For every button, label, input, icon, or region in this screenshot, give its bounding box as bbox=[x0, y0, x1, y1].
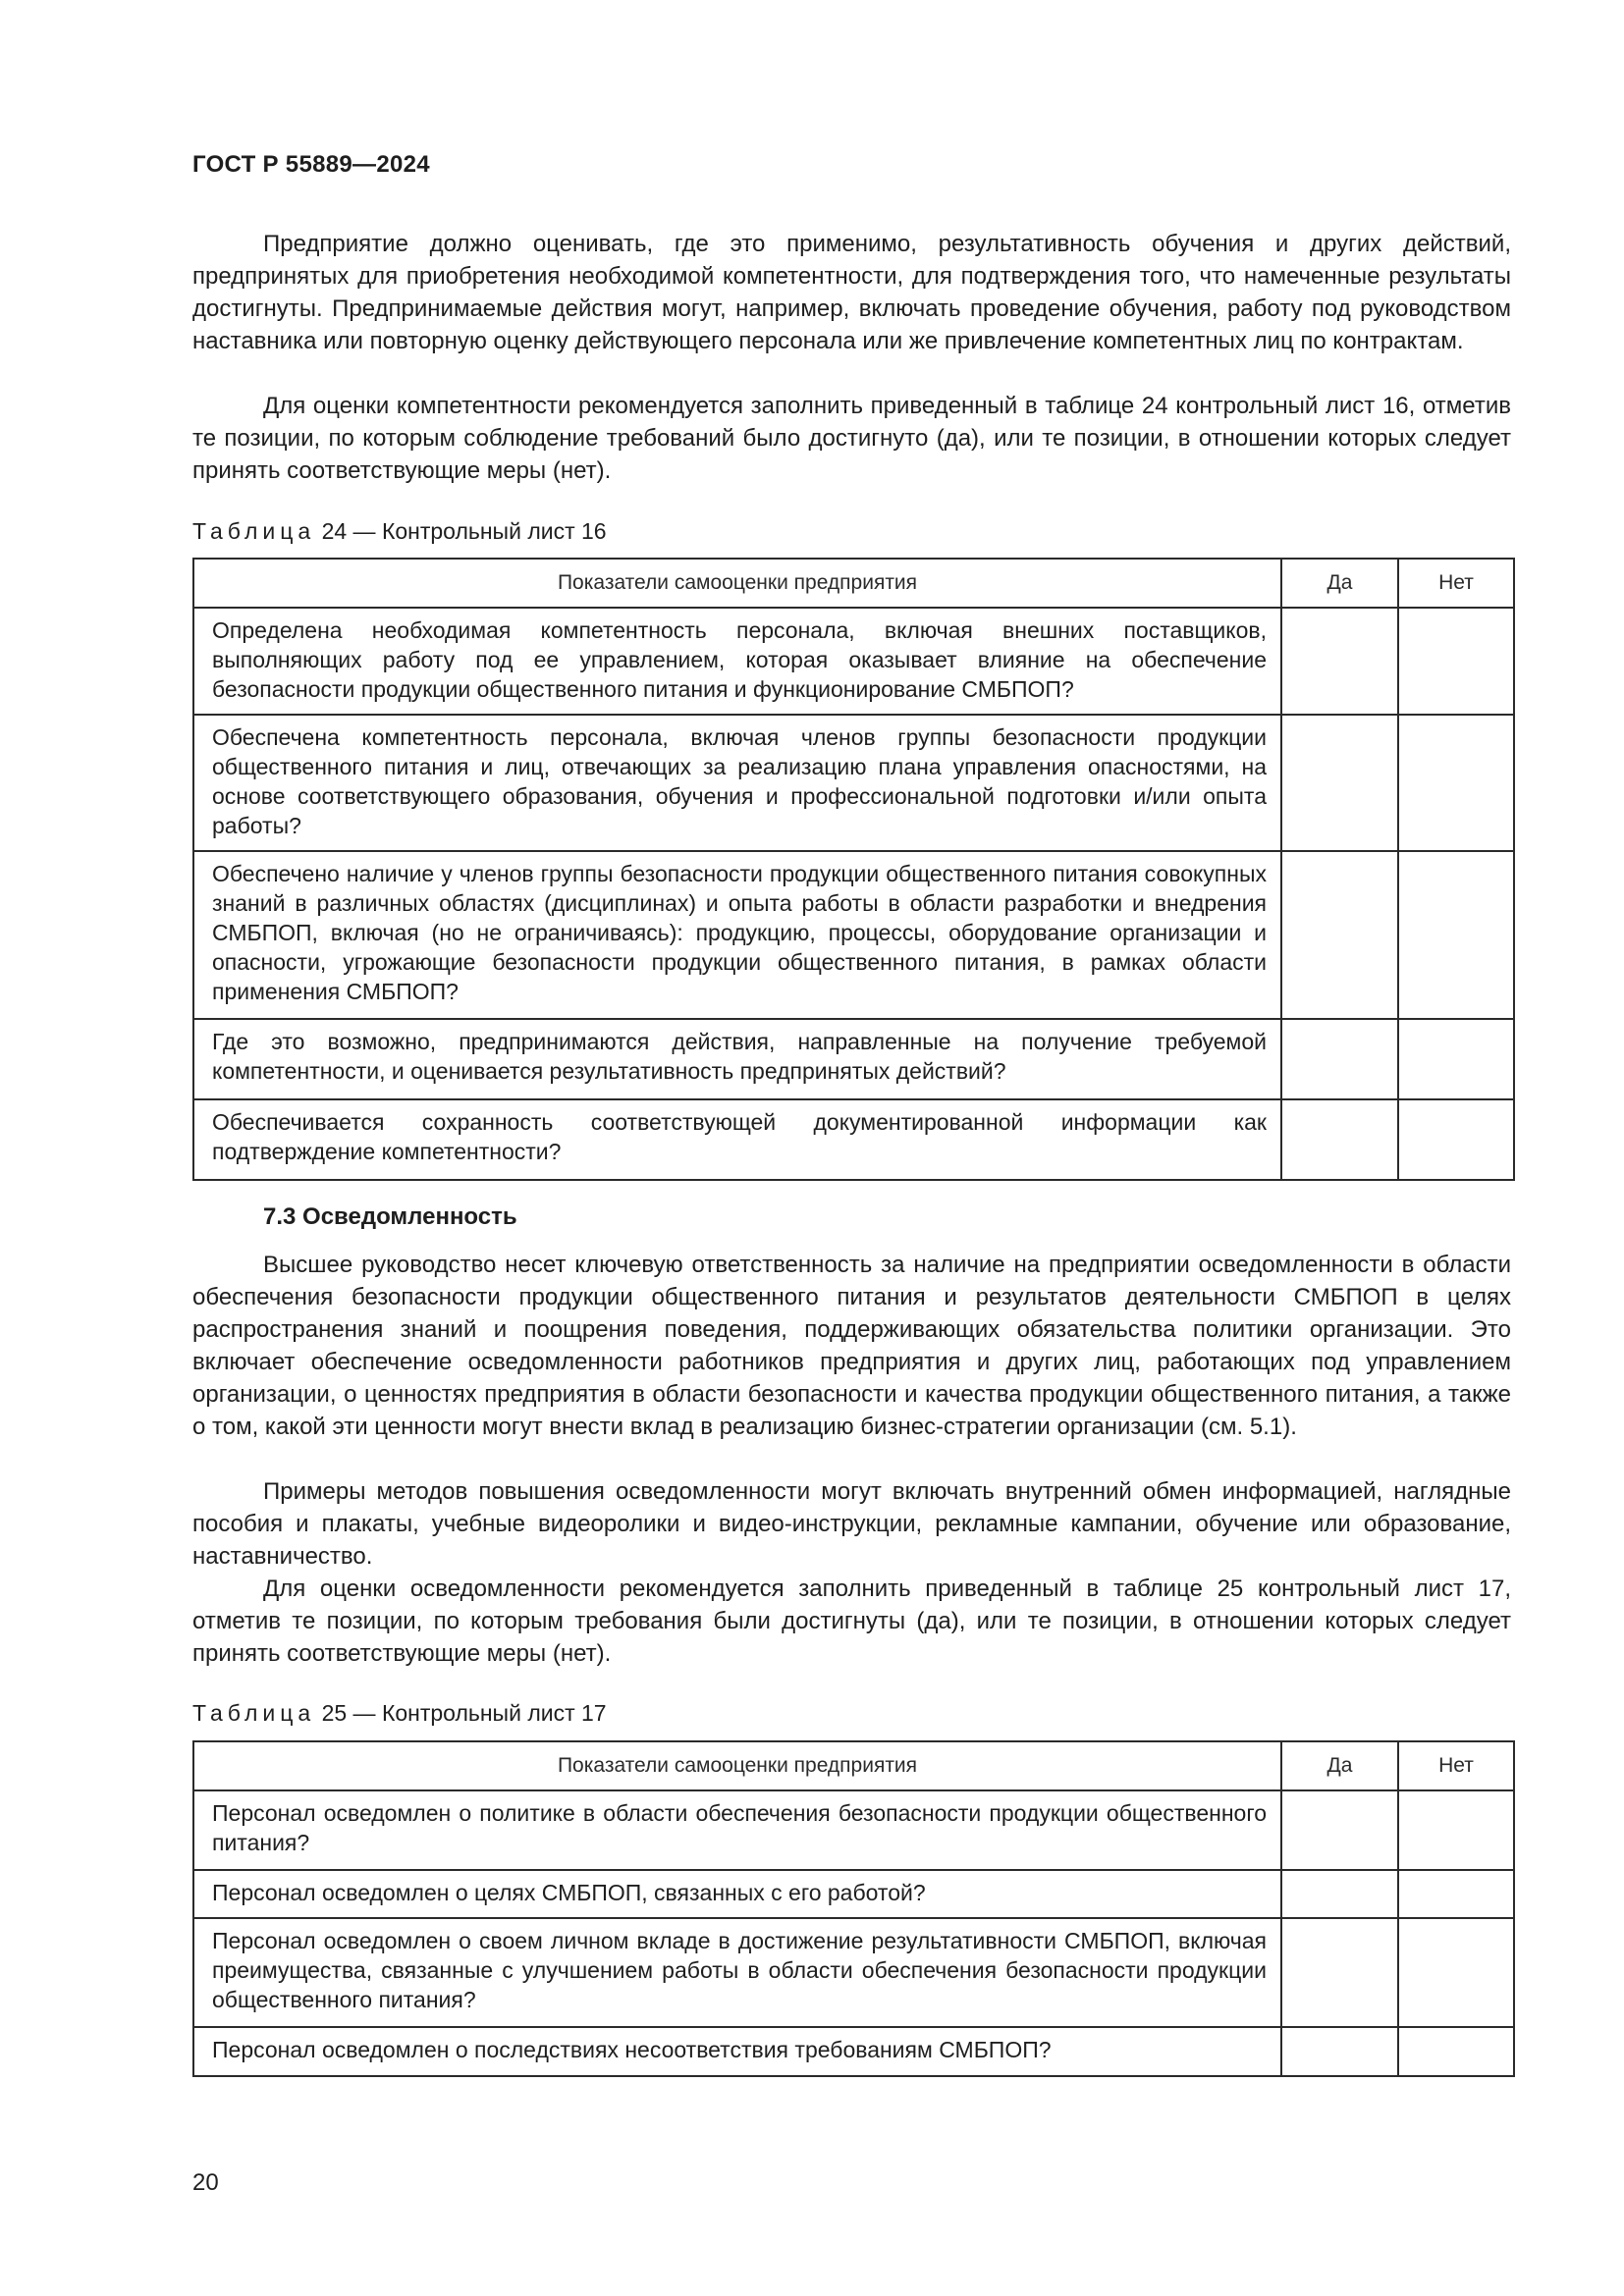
no-cell[interactable] bbox=[1398, 1099, 1514, 1180]
yes-cell[interactable] bbox=[1281, 715, 1398, 851]
table-row bbox=[193, 715, 1514, 851]
table-24-caption-word: Таблица bbox=[192, 518, 316, 544]
question-cell: Персонал осведомлен о последствиях несоответствия требованиям СМБПОП? bbox=[193, 2027, 1281, 2076]
page-number: 20 bbox=[192, 2169, 219, 2196]
table-25-caption bbox=[192, 1700, 607, 1727]
table-row bbox=[193, 1790, 1514, 1870]
no-cell[interactable] bbox=[1398, 1918, 1514, 2027]
table-25-caption-word: Таблица bbox=[192, 1700, 316, 1726]
question-cell: Обеспечено наличие у членов группы безопасности продукции общественного питания совокупных знаний в различных областях (дисциплинах) и опыта работы в области разработки и внедрения СМБПОП, включая (но не ограничиваясь): продукцию, процессы, оборудование организации и опасности, угрожающие безопасности продукции общественного питания, в рамках области применения СМБПОП? bbox=[193, 851, 1281, 1019]
no-cell[interactable] bbox=[1398, 2027, 1514, 2076]
table-row bbox=[193, 1099, 1514, 1180]
question-cell: Где это возможно, предпринимаются действия, направленные на получение требуемой компетентности, и оценивается результативность предпринятых действий? bbox=[193, 1019, 1281, 1099]
question-cell: Персонал осведомлен о политике в области обеспечения безопасности продукции общественного питания? bbox=[193, 1790, 1281, 1870]
question-cell: Персонал осведомлен о своем личном вкладе в достижение результативности СМБПОП, включая преимущества, связанные с улучшением работы в области обеспечения безопасности продукции общественного питания? bbox=[193, 1918, 1281, 2027]
column-header-yes: Да bbox=[1281, 1741, 1398, 1790]
no-cell[interactable] bbox=[1398, 715, 1514, 851]
section-paragraph-2: Примеры методов повышения осведомленности могут включать внутренний обмен информацией, наглядные пособия и плакаты, учебные видеоролики и видео-инструкции, рекламные кампании, обучение или образование, наставничество. bbox=[192, 1478, 1511, 1570]
section-paragraph-3: Для оценки осведомленности рекомендуется заполнить приведенный в таблице 25 контрольный лист 17, отметив те позиции, по которым требования были достигнуты (да), или те позиции, в отношении которых следует принять соответствующие меры (нет). bbox=[192, 1575, 1511, 1667]
yes-cell[interactable] bbox=[1281, 1099, 1398, 1180]
table-header-row bbox=[193, 559, 1514, 608]
column-header-indicator: Показатели самооценки предприятия bbox=[193, 559, 1281, 608]
question-cell: Обеспечена компетентность персонала, включая членов группы безопасности продукции общественного питания и лиц, отвечающих за реализацию плана управления опасностями, на основе соответствующего образования, обучения и профессиональной подготовки и/или опыта работы? bbox=[193, 715, 1281, 851]
table-row bbox=[193, 608, 1514, 715]
question-cell: Обеспечивается сохранность соответствующей документированной информации как подтверждение компетентности? bbox=[193, 1099, 1281, 1180]
column-header-no: Нет bbox=[1398, 559, 1514, 608]
section-heading: 7.3 Осведомленность bbox=[263, 1203, 517, 1230]
yes-cell[interactable] bbox=[1281, 851, 1398, 1019]
no-cell[interactable] bbox=[1398, 1870, 1514, 1918]
yes-cell[interactable] bbox=[1281, 1019, 1398, 1099]
document-code: ГОСТ Р 55889—2024 bbox=[192, 151, 430, 178]
no-cell[interactable] bbox=[1398, 851, 1514, 1019]
intro-paragraph-1: Предприятие должно оценивать, где это применимо, результативность обучения и других действий, предпринятых для приобретения необходимой компетентности, для подтверждения того, что намеченные результаты достигнуты. Предпринимаемые действия могут, например, включать проведение обучения, работу под руководством наставника или повторную оценку действующего персонала или же привлечение компетентных лиц по контрактам. bbox=[192, 231, 1511, 354]
table-24-caption bbox=[192, 518, 607, 545]
yes-cell[interactable] bbox=[1281, 1870, 1398, 1918]
column-header-no: Нет bbox=[1398, 1741, 1514, 1790]
table-row bbox=[193, 851, 1514, 1019]
no-cell[interactable] bbox=[1398, 1790, 1514, 1870]
table-row bbox=[193, 2027, 1514, 2076]
table-row bbox=[193, 1870, 1514, 1918]
yes-cell[interactable] bbox=[1281, 608, 1398, 715]
column-header-yes: Да bbox=[1281, 559, 1398, 608]
yes-cell[interactable] bbox=[1281, 2027, 1398, 2076]
table-24-caption-text: 24 — Контрольный лист 16 bbox=[321, 518, 607, 544]
checklist-table-24 bbox=[192, 558, 1515, 1181]
table-header-row bbox=[193, 1741, 1514, 1790]
table-row bbox=[193, 1918, 1514, 2027]
question-cell: Определена необходимая компетентность персонала, включая внешних поставщиков, выполняющих работу под ее управлением, которая оказывает влияние на обеспечение безопасности продукции общественного питания и функционирование СМБПОП? bbox=[193, 608, 1281, 715]
table-row bbox=[193, 1019, 1514, 1099]
yes-cell[interactable] bbox=[1281, 1790, 1398, 1870]
checklist-table-25 bbox=[192, 1740, 1515, 2077]
intro-paragraph-2: Для оценки компетентности рекомендуется заполнить приведенный в таблице 24 контрольный лист 16, отметив те позиции, по которым соблюдение требований было достигнуто (да), или те позиции, в отношении которых следует принять соответствующие меры (нет). bbox=[192, 393, 1511, 484]
section-paragraph-1: Высшее руководство несет ключевую ответственность за наличие на предприятии осведомленности в области обеспечения безопасности продукции общественного питания и результатов деятельности СМБПОП в целях распространения знаний и поощрения поведения, поддерживающих обязательства политики организации. Это включает обеспечение осведомленности работников предприятия и других лиц, работающих под управлением организации, о ценностях предприятия в области безопасности и качества продукции общественного питания, а также о том, какой эти ценности могут внести вклад в реализацию бизнес-стратегии организации (см. 5.1). bbox=[192, 1252, 1511, 1440]
yes-cell[interactable] bbox=[1281, 1918, 1398, 2027]
column-header-indicator: Показатели самооценки предприятия bbox=[193, 1741, 1281, 1790]
question-cell: Персонал осведомлен о целях СМБПОП, связанных с его работой? bbox=[193, 1870, 1281, 1918]
no-cell[interactable] bbox=[1398, 608, 1514, 715]
no-cell[interactable] bbox=[1398, 1019, 1514, 1099]
table-25-caption-text: 25 — Контрольный лист 17 bbox=[321, 1700, 607, 1726]
